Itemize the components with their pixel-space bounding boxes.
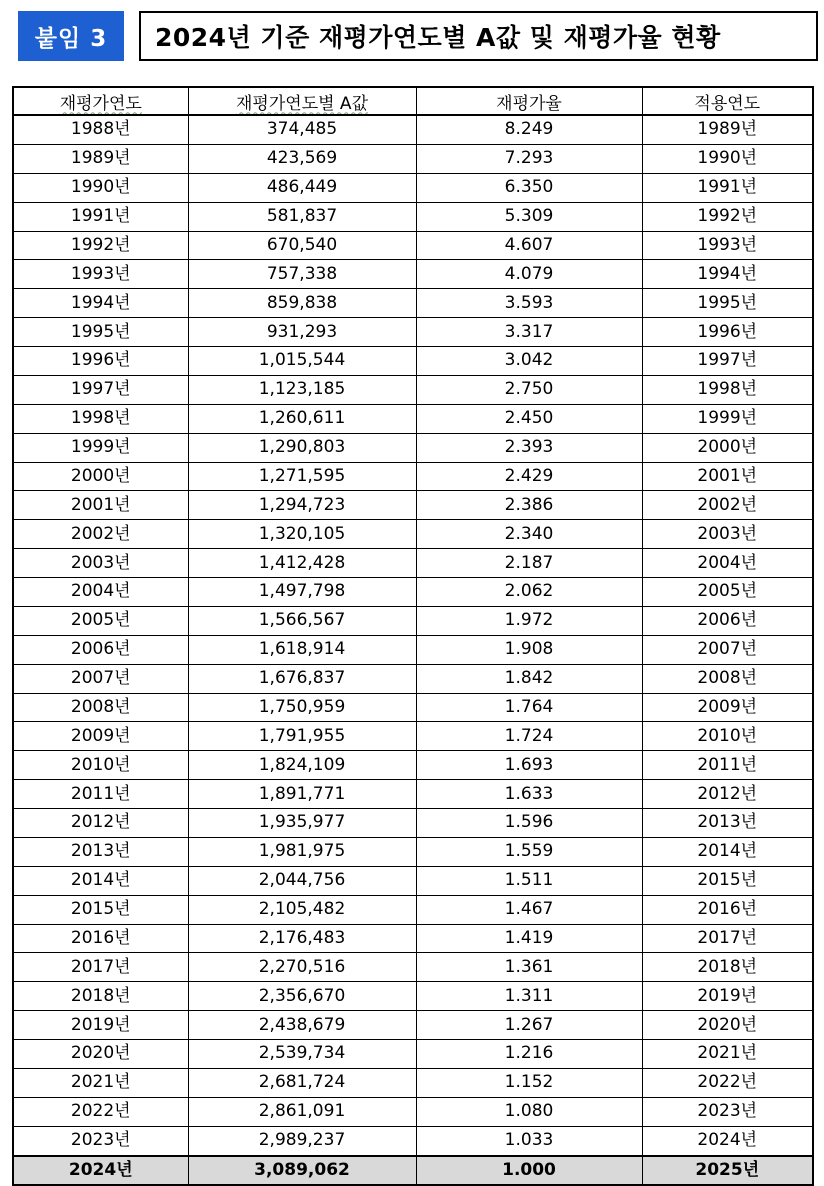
table-row <box>13 664 813 693</box>
cell-revaluation-year: 2016년 <box>13 924 188 953</box>
cell-applied-year: 2006년 <box>642 606 813 635</box>
cell-applied-year: 2014년 <box>642 837 813 866</box>
cell-revaluation-year: 1992년 <box>13 231 188 260</box>
cell-a-value: 1,290,803 <box>188 433 416 462</box>
cell-revaluation-rate: 1.467 <box>416 895 642 924</box>
cell-applied-year: 2001년 <box>642 462 813 491</box>
cell-revaluation-rate: 4.079 <box>416 260 642 289</box>
table-row <box>13 520 813 549</box>
cell-revaluation-year: 1994년 <box>13 289 188 318</box>
cell-revaluation-rate: 1.596 <box>416 809 642 838</box>
cell-revaluation-year: 2023년 <box>13 1126 188 1155</box>
cell-revaluation-rate: 1.633 <box>416 780 642 809</box>
table-row <box>13 578 813 607</box>
cell-revaluation-year: 1996년 <box>13 347 188 376</box>
cell-revaluation-rate: 2.386 <box>416 491 642 520</box>
cell-revaluation-rate: 8.249 <box>416 115 642 144</box>
cell-a-value: 2,105,482 <box>188 895 416 924</box>
cell-revaluation-year: 2012년 <box>13 809 188 838</box>
cell-revaluation-rate: 1.033 <box>416 1126 642 1155</box>
cell-applied-year: 2011년 <box>642 751 813 780</box>
table-row <box>13 318 813 347</box>
cell-revaluation-year: 2000년 <box>13 462 188 491</box>
cell-revaluation-rate: 3.593 <box>416 289 642 318</box>
table-row <box>13 144 813 173</box>
table-row <box>13 115 813 144</box>
cell-a-value: 1,320,105 <box>188 520 416 549</box>
cell-revaluation-year: 2008년 <box>13 693 188 722</box>
cell-revaluation-rate: 3.317 <box>416 318 642 347</box>
cell-applied-year: 2023년 <box>642 1097 813 1126</box>
cell-applied-year: 1992년 <box>642 202 813 231</box>
cell-applied-year: 1991년 <box>642 173 813 202</box>
cell-revaluation-year: 2022년 <box>13 1097 188 1126</box>
cell-revaluation-rate: 2.450 <box>416 404 642 433</box>
cell-revaluation-rate: 1.267 <box>416 1011 642 1040</box>
cell-revaluation-year: 2004년 <box>13 578 188 607</box>
header-revaluation-rate: 재평가율 <box>416 87 642 115</box>
cell-revaluation-rate: 1.361 <box>416 953 642 982</box>
cell-revaluation-year: 2013년 <box>13 837 188 866</box>
cell-revaluation-rate: 1.559 <box>416 837 642 866</box>
cell-applied-year: 2013년 <box>642 809 813 838</box>
page-title: 2024년 기준 재평가연도별 A값 및 재평가율 현황 <box>139 11 818 61</box>
cell-a-value: 1,497,798 <box>188 578 416 607</box>
cell-a-value: 2,044,756 <box>188 866 416 895</box>
cell-applied-year: 2025년 <box>642 1156 813 1185</box>
cell-a-value: 1,750,959 <box>188 693 416 722</box>
cell-revaluation-year: 2005년 <box>13 606 188 635</box>
table-row <box>13 693 813 722</box>
cell-applied-year: 1995년 <box>642 289 813 318</box>
cell-a-value: 1,294,723 <box>188 491 416 520</box>
revaluation-table <box>12 86 814 1186</box>
table-row <box>13 549 813 578</box>
cell-a-value: 581,837 <box>188 202 416 231</box>
cell-applied-year: 2007년 <box>642 635 813 664</box>
table-row <box>13 1097 813 1126</box>
table-row <box>13 1068 813 1097</box>
cell-revaluation-rate: 1.080 <box>416 1097 642 1126</box>
table-row <box>13 1011 813 1040</box>
cell-a-value: 1,123,185 <box>188 375 416 404</box>
table-row <box>13 1126 813 1155</box>
cell-revaluation-rate: 1.311 <box>416 982 642 1011</box>
table-row <box>13 202 813 231</box>
cell-applied-year: 2009년 <box>642 693 813 722</box>
cell-a-value: 2,681,724 <box>188 1068 416 1097</box>
cell-revaluation-rate: 1.152 <box>416 1068 642 1097</box>
cell-applied-year: 2020년 <box>642 1011 813 1040</box>
cell-a-value: 423,569 <box>188 144 416 173</box>
cell-revaluation-year: 2021년 <box>13 1068 188 1097</box>
cell-revaluation-year: 2003년 <box>13 549 188 578</box>
cell-revaluation-year: 2015년 <box>13 895 188 924</box>
cell-revaluation-rate: 1.419 <box>416 924 642 953</box>
table-row <box>13 231 813 260</box>
cell-applied-year: 1999년 <box>642 404 813 433</box>
table-row <box>13 491 813 520</box>
cell-revaluation-rate: 4.607 <box>416 231 642 260</box>
cell-applied-year: 1994년 <box>642 260 813 289</box>
cell-revaluation-rate: 1.764 <box>416 693 642 722</box>
cell-a-value: 1,412,428 <box>188 549 416 578</box>
cell-revaluation-rate: 3.042 <box>416 347 642 376</box>
cell-revaluation-year: 1990년 <box>13 173 188 202</box>
cell-a-value: 859,838 <box>188 289 416 318</box>
cell-revaluation-year: 2010년 <box>13 751 188 780</box>
cell-a-value: 1,791,955 <box>188 722 416 751</box>
table-row <box>13 173 813 202</box>
attachment-badge: 붙임 3 <box>18 11 124 61</box>
cell-revaluation-year: 1999년 <box>13 433 188 462</box>
cell-revaluation-year: 1988년 <box>13 115 188 144</box>
cell-a-value: 2,356,670 <box>188 982 416 1011</box>
cell-revaluation-rate: 2.340 <box>416 520 642 549</box>
table-row <box>13 809 813 838</box>
cell-a-value: 3,089,062 <box>188 1156 416 1185</box>
cell-applied-year: 2002년 <box>642 491 813 520</box>
cell-revaluation-rate: 1.972 <box>416 606 642 635</box>
cell-revaluation-rate: 6.350 <box>416 173 642 202</box>
cell-revaluation-year: 2002년 <box>13 520 188 549</box>
header-revaluation-year: 재평가연도 <box>13 87 188 115</box>
cell-a-value: 2,989,237 <box>188 1126 416 1155</box>
table-row <box>13 982 813 1011</box>
cell-applied-year: 1989년 <box>642 115 813 144</box>
cell-a-value: 1,891,771 <box>188 780 416 809</box>
cell-a-value: 1,676,837 <box>188 664 416 693</box>
cell-applied-year: 2005년 <box>642 578 813 607</box>
cell-revaluation-rate: 1.693 <box>416 751 642 780</box>
cell-applied-year: 2004년 <box>642 549 813 578</box>
cell-applied-year: 1998년 <box>642 375 813 404</box>
cell-a-value: 1,566,567 <box>188 606 416 635</box>
cell-revaluation-rate: 2.750 <box>416 375 642 404</box>
cell-applied-year: 2018년 <box>642 953 813 982</box>
cell-applied-year: 2019년 <box>642 982 813 1011</box>
cell-applied-year: 2008년 <box>642 664 813 693</box>
table-row <box>13 924 813 953</box>
cell-revaluation-year: 2001년 <box>13 491 188 520</box>
cell-revaluation-rate: 1.216 <box>416 1040 642 1069</box>
cell-a-value: 2,270,516 <box>188 953 416 982</box>
table-row <box>13 433 813 462</box>
cell-revaluation-year: 2020년 <box>13 1040 188 1069</box>
cell-revaluation-rate: 1.000 <box>416 1156 642 1185</box>
table-row <box>13 289 813 318</box>
cell-a-value: 2,176,483 <box>188 924 416 953</box>
cell-revaluation-rate: 2.429 <box>416 462 642 491</box>
cell-revaluation-year: 2009년 <box>13 722 188 751</box>
cell-revaluation-year: 1998년 <box>13 404 188 433</box>
cell-applied-year: 2012년 <box>642 780 813 809</box>
cell-revaluation-year: 2017년 <box>13 953 188 982</box>
cell-a-value: 486,449 <box>188 173 416 202</box>
cell-applied-year: 1997년 <box>642 347 813 376</box>
cell-revaluation-year: 1995년 <box>13 318 188 347</box>
cell-a-value: 1,260,611 <box>188 404 416 433</box>
cell-revaluation-rate: 1.908 <box>416 635 642 664</box>
cell-a-value: 1,618,914 <box>188 635 416 664</box>
cell-revaluation-rate: 5.309 <box>416 202 642 231</box>
cell-revaluation-rate: 1.724 <box>416 722 642 751</box>
table-row <box>13 606 813 635</box>
cell-revaluation-year: 2011년 <box>13 780 188 809</box>
cell-applied-year: 2021년 <box>642 1040 813 1069</box>
cell-a-value: 670,540 <box>188 231 416 260</box>
cell-applied-year: 1993년 <box>642 231 813 260</box>
cell-a-value: 2,861,091 <box>188 1097 416 1126</box>
table-row <box>13 260 813 289</box>
table-row <box>13 404 813 433</box>
table-row <box>13 837 813 866</box>
cell-applied-year: 2022년 <box>642 1068 813 1097</box>
cell-a-value: 374,485 <box>188 115 416 144</box>
cell-a-value: 1,935,977 <box>188 809 416 838</box>
cell-revaluation-year: 2024년 <box>13 1156 188 1185</box>
final-row <box>13 1156 813 1185</box>
cell-a-value: 2,438,679 <box>188 1011 416 1040</box>
cell-applied-year: 1990년 <box>642 144 813 173</box>
table-row <box>13 375 813 404</box>
cell-revaluation-rate: 2.062 <box>416 578 642 607</box>
table-row <box>13 347 813 376</box>
table-row <box>13 953 813 982</box>
cell-a-value: 1,271,595 <box>188 462 416 491</box>
cell-revaluation-year: 2019년 <box>13 1011 188 1040</box>
table-header-row <box>13 87 813 115</box>
cell-revaluation-year: 2018년 <box>13 982 188 1011</box>
cell-a-value: 1,824,109 <box>188 751 416 780</box>
table-row <box>13 722 813 751</box>
table-row <box>13 866 813 895</box>
cell-revaluation-year: 2007년 <box>13 664 188 693</box>
table-row <box>13 751 813 780</box>
cell-applied-year: 2015년 <box>642 866 813 895</box>
cell-revaluation-year: 1989년 <box>13 144 188 173</box>
cell-revaluation-rate: 1.511 <box>416 866 642 895</box>
table-row <box>13 462 813 491</box>
cell-applied-year: 2003년 <box>642 520 813 549</box>
cell-a-value: 2,539,734 <box>188 1040 416 1069</box>
cell-applied-year: 2016년 <box>642 895 813 924</box>
table-row <box>13 895 813 924</box>
cell-applied-year: 2024년 <box>642 1126 813 1155</box>
cell-applied-year: 2017년 <box>642 924 813 953</box>
cell-a-value: 1,015,544 <box>188 347 416 376</box>
cell-revaluation-rate: 7.293 <box>416 144 642 173</box>
cell-a-value: 757,338 <box>188 260 416 289</box>
table-row <box>13 780 813 809</box>
cell-revaluation-rate: 2.187 <box>416 549 642 578</box>
cell-a-value: 931,293 <box>188 318 416 347</box>
cell-revaluation-year: 1991년 <box>13 202 188 231</box>
header-a-value: 재평가연도별 A값 <box>188 87 416 115</box>
cell-revaluation-rate: 2.393 <box>416 433 642 462</box>
cell-applied-year: 1996년 <box>642 318 813 347</box>
cell-applied-year: 2000년 <box>642 433 813 462</box>
header-applied-year: 적용연도 <box>642 87 813 115</box>
cell-revaluation-year: 1997년 <box>13 375 188 404</box>
cell-applied-year: 2010년 <box>642 722 813 751</box>
table-row <box>13 635 813 664</box>
cell-a-value: 1,981,975 <box>188 837 416 866</box>
cell-revaluation-rate: 1.842 <box>416 664 642 693</box>
cell-revaluation-year: 2006년 <box>13 635 188 664</box>
cell-revaluation-year: 2014년 <box>13 866 188 895</box>
cell-revaluation-year: 1993년 <box>13 260 188 289</box>
table-row <box>13 1040 813 1069</box>
